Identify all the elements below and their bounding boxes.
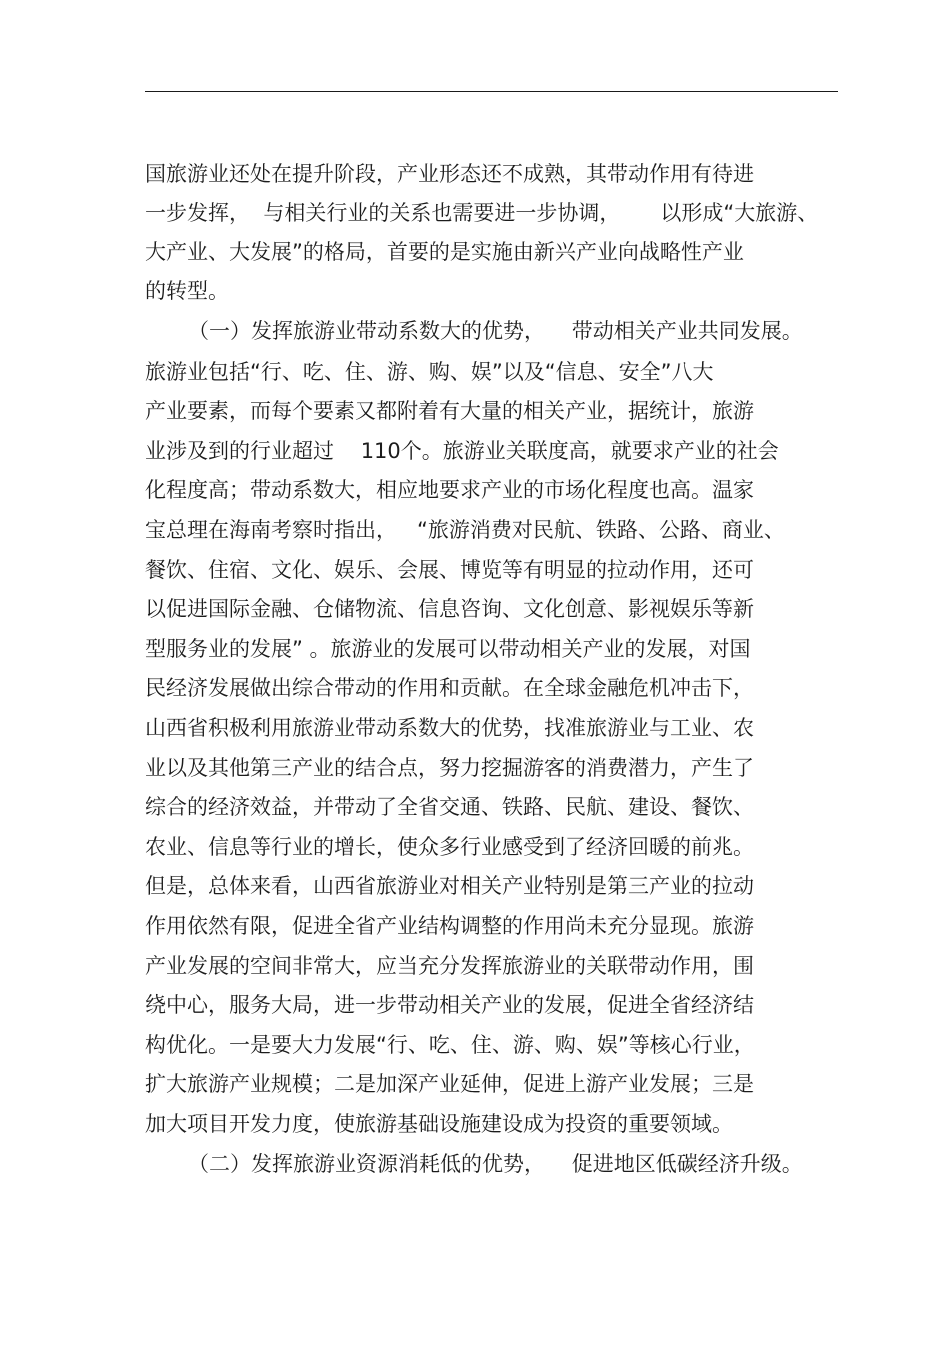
text-line: 扩大旅游产业规模；二是加深产业延伸，促进上游产业发展；三是 [145,1072,754,1096]
text-line: 农业、信息等行业的增长，使众多行业感受到了经济回暖的前兆。 [145,835,754,859]
text-line: 型服务业的发展” 。旅游业的发展可以带动相关产业的发展，对国 [145,637,751,661]
text-line: 的转型。 [145,279,229,303]
text-line: 业以及其他第三产业的结合点，努力挖掘游客的消费潜力，产生了 [145,756,754,780]
text-line: 山西省积极利用旅游业带动系数大的优势，找准旅游业与工业、农 [145,716,754,740]
text-line: 化程度高；带动系数大，相应地要求产业的市场化程度也高。温家 [145,478,754,502]
text-line: 一步发挥， 与相关行业的关系也需要进一步协调， 以形成“大旅游、 [145,201,819,225]
text-line: 国旅游业还处在提升阶段，产业形态还不成熟，其带动作用有待进 [145,162,754,186]
text-line: 宝总理在海南考察时指出， “旅游消费对民航、铁路、公路、商业、 [145,518,785,542]
text-line: 绕中心，服务大局，进一步带动相关产业的发展，促进全省经济结 [145,993,754,1017]
text-line: 产业发展的空间非常大，应当充分发挥旅游业的关联带动作用，围 [145,954,754,978]
text-line: 产业要素，而每个要素又都附着有大量的相关产业，据统计，旅游 [145,399,754,423]
text-line: 以促进国际金融、仓储物流、信息咨询、文化创意、影视娱乐等新 [145,597,754,621]
text-line: 但是，总体来看，山西省旅游业对相关产业特别是第三产业的拉动 [145,874,754,898]
text-line: 加大项目开发力度，使旅游基础设施建设成为投资的重要领域。 [145,1112,733,1136]
text-line: 旅游业包括“行、吃、住、游、购、娱”以及“信息、安全”八大 [145,360,714,384]
text-line: 民经济发展做出综合带动的作用和贡献。在全球金融危机冲击下， [145,676,754,700]
text-line: 业涉及到的行业超过 110个。旅游业关联度高，就要求产业的社会 [145,439,779,463]
section-heading-2: （二）发挥旅游业资源消耗低的优势， 促进地区低碳经济升级。 [188,1152,803,1176]
text-line: 大产业、大发展”的格局，首要的是实施由新兴产业向战略性产业 [145,240,744,264]
section-heading-1: （一）发挥旅游业带动系数大的优势， 带动相关产业共同发展。 [188,319,803,343]
text-line: 餐饮、住宿、文化、娱乐、会展、博览等有明显的拉动作用，还可 [145,558,754,582]
text-line: 构优化。一是要大力发展“行、吃、住、游、购、娱”等核心行业， [145,1033,755,1057]
text-line: 作用依然有限，促进全省产业结构调整的作用尚未充分显现。旅游 [145,914,754,938]
text-line: 综合的经济效益，并带动了全省交通、铁路、民航、建设、餐饮、 [145,795,754,819]
header-rule [145,91,838,92]
